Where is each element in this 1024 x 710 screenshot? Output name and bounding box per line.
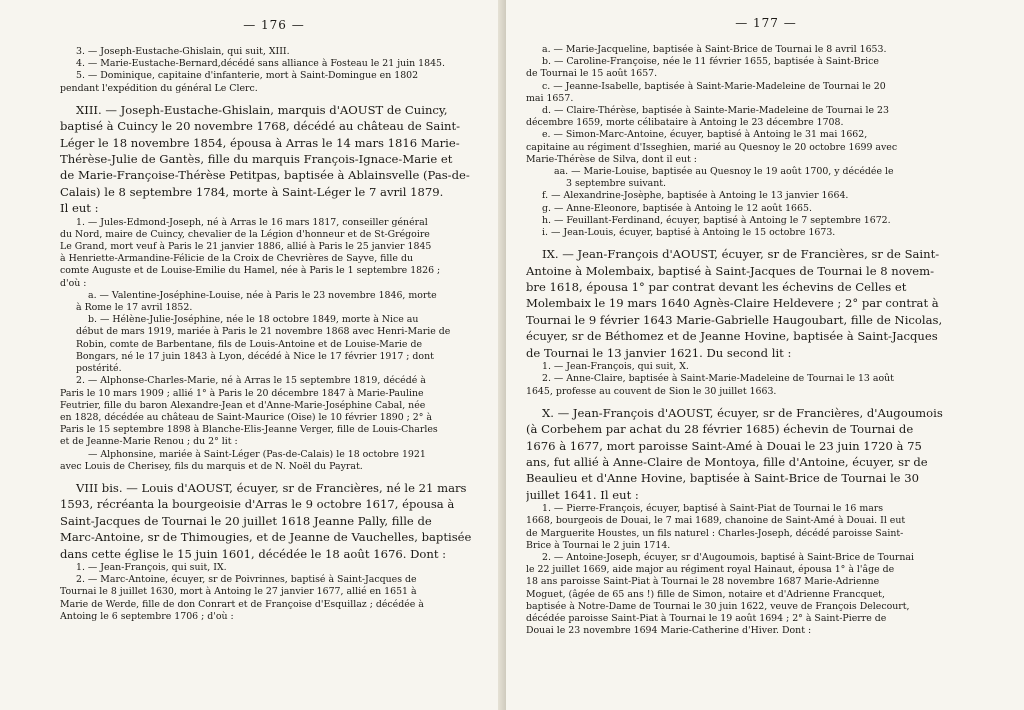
text-line: X. — Jean-François d'AOUST, écuyer, sr de Francières, d'Augoumois xyxy=(542,405,943,420)
text-line: a. — Valentine-Joséphine-Louise, née à Paris le 23 novembre 1846, morte xyxy=(88,289,437,301)
text-line: début de mars 1919, mariée à Paris le 21 novembre 1868 avec Henri-Marie de xyxy=(76,326,451,338)
text-line: Paris le 15 septembre 1898 à Blanche-Elis-Jeanne Verger, fille de Louis-Charles xyxy=(60,424,438,436)
text-line: Tournai le 9 février 1643 Marie-Gabrielle Haugoubart, fille de Nicolas, xyxy=(526,312,943,327)
text-line: 1. — Pierre-François, écuyer, baptisé à Saint-Piat de Tournai le 16 mars xyxy=(542,503,884,515)
text-line: 1676 à 1677, mort paroisse Saint-Amé à Douai le 23 juin 1720 à 75 xyxy=(526,438,922,453)
text-line: Marie-Thérèse de Silva, dont il eut : xyxy=(526,153,697,165)
text-line: XIII. — Joseph-Eustache-Ghislain, marquis d'AOUST de Cuincy, xyxy=(76,102,448,117)
text-line: Léger le 18 novembre 1854, épousa à Arras le 14 mars 1816 Marie- xyxy=(60,135,460,150)
text-line: d'où : xyxy=(60,277,87,289)
text-line: VIII bis. — Louis d'AOUST, écuyer, sr de Francières, né le 21 mars xyxy=(76,480,467,495)
text-line: décédée paroisse Saint-Piat à Tournai le 19 août 1694 ; 2° à Saint-Pierre de xyxy=(526,612,887,624)
text-line: (à Corbehem par achat du 28 février 1685) échevin de Tournai de xyxy=(526,422,914,437)
text-line: de Tournai le 13 janvier 1621. Du second lit : xyxy=(526,345,792,360)
text-line: 3. — Joseph-Eustache-Ghislain, qui suit, XIII. xyxy=(76,46,290,57)
text-line: de Marguerite Houstes, un fils naturel : Charles-Joseph, décédé paroisse Saint- xyxy=(526,527,904,539)
page-text xyxy=(526,44,1006,637)
text-line: du Nord, maire de Cuincy, chevalier de la Légion d'honneur et de St-Grégoire xyxy=(60,228,430,240)
text-line: et de Jeanne-Marie Renou ; du 2° lit : xyxy=(60,436,238,448)
text-line: en 1828, décédée au château de Saint-Maurice (Oise) le 10 février 1890 ; 2° à xyxy=(60,411,432,423)
text-line: 2. — Marc-Antoine, écuyer, sr de Poivrinnes, baptisé à Saint-Jacques de xyxy=(76,574,417,586)
text-line: 2. — Antoine-Joseph, écuyer, sr d'Augoumois, baptisé à Saint-Brice de Tournai xyxy=(542,551,914,563)
text-line: — Alphonsine, mariée à Saint-Léger (Pas-de-Calais) le 18 octobre 1921 xyxy=(88,448,426,460)
left-page xyxy=(0,0,506,710)
page-number: — 177 — xyxy=(735,16,797,30)
text-line: mai 1657. xyxy=(526,92,574,104)
text-line: à Henriette-Armandine-Félicie de la Croix de Chevrières de Sayve, fille du xyxy=(60,253,413,265)
text-line: Bongars, né le 17 juin 1843 à Lyon, décédé à Nice le 17 février 1917 ; dont xyxy=(76,350,434,362)
paragraph-gap xyxy=(60,95,488,102)
text-line: Il eut : xyxy=(60,201,99,216)
text-line: ans, fut allié à Anne-Claire de Montoya, fille d'Antoine, écuyer, sr de xyxy=(526,454,928,469)
text-line: Tournai le 8 juillet 1630, mort à Antoing le 27 janvier 1677, allié en 1651 à xyxy=(60,586,417,598)
text-line: b. — Hélène-Julie-Joséphine, née le 18 octobre 1849, morte à Nice au xyxy=(88,314,419,326)
text-line: avec Louis de Cherisey, fils du marquis et de N. Noël du Payrat. xyxy=(60,460,363,472)
text-line: Calais) le 8 septembre 1784, morte à Saint-Léger le 7 avril 1879. xyxy=(60,184,444,199)
text-line: Paris le 10 mars 1909 ; allié 1° à Paris le 20 décembre 1847 à Marie-Pauline xyxy=(60,387,424,399)
text-line: 2. — Alphonse-Charles-Marie, né à Arras le 15 septembre 1819, décédé à xyxy=(76,375,426,387)
text-line: 18 ans paroisse Saint-Piat à Tournai le 28 novembre 1687 Marie-Adrienne xyxy=(526,576,880,588)
text-line: 4. — Marie-Eustache-Bernard,décédé sans alliance à Fosteau le 21 juin 1845. xyxy=(76,58,445,70)
paragraph-gap xyxy=(526,398,1006,405)
text-line: postérité. xyxy=(76,363,122,375)
text-line: b. — Caroline-Françoise, née le 11 février 1655, baptisée à Saint-Brice xyxy=(542,56,879,68)
text-line: Douai le 23 novembre 1694 Marie-Catherine d'Hiver. Dont : xyxy=(526,625,812,637)
text-line: capitaine au régiment d'Isseghien, marié au Quesnoy le 20 octobre 1699 avec xyxy=(526,141,898,153)
text-line: d. — Claire-Thérèse, baptisée à Sainte-Marie-Madeleine de Tournai le 23 xyxy=(542,105,889,117)
text-line: Molembaix le 19 mars 1640 Agnès-Claire Heldevere ; 2° par contrat à xyxy=(526,296,939,311)
text-line: Saint-Jacques de Tournai le 20 juillet 1618 Jeanne Pally, fille de xyxy=(60,513,432,528)
paragraph-gap xyxy=(526,239,1006,246)
text-line: Beaulieu et d'Anne Hovine, baptisée à Saint-Brice de Tournai le 30 xyxy=(526,471,919,486)
text-line: i. — Jean-Louis, écuyer, baptisé à Antoing le 15 octobre 1673. xyxy=(542,227,836,239)
text-line: Robin, comte de Barbentane, fils de Louis-Antoine et de Louise-Marie de xyxy=(76,338,423,350)
text-line: 1668, bourgeois de Douai, le 7 mai 1689, chanoine de Saint-Amé à Douai. Il eut xyxy=(526,515,906,527)
text-line: Thérèse-Julie de Gantès, fille du marquis François-Ignace-Marie et xyxy=(60,152,453,167)
text-line: comte Auguste et de Louise-Emilie du Hamel, née à Paris le 1 septembre 1826 ; xyxy=(60,265,441,277)
text-line: de Tournai le 15 août 1657. xyxy=(526,68,658,80)
text-line: dans cette église le 15 juin 1601, décédée le 18 août 1676. Dont : xyxy=(60,546,447,561)
text-line: 1. — Jean-François, qui suit, IX. xyxy=(76,561,227,573)
text-line: a. — Marie-Jacqueline, baptisée à Saint-Brice de Tournai le 8 avril 1653. xyxy=(542,44,887,55)
text-line: Marc-Antoine, sr de Thimougies, et de Jeanne de Vauchelles, baptisée xyxy=(60,530,472,545)
text-line: de Marie-Françoise-Thérèse Petitpas, baptisée à Ablainsvelle (Pas-de- xyxy=(60,168,470,183)
text-line: Antoing le 6 septembre 1706 ; d'où : xyxy=(60,610,234,622)
text-line: le 22 juillet 1669, aide major au régiment royal Hainaut, épousa 1° à l'âge de xyxy=(526,564,895,576)
text-line: h. — Feuillant-Ferdinand, écuyer, baptisé à Antoing le 7 septembre 1672. xyxy=(542,214,891,226)
text-line: Moguet, (âgée de 65 ans !) fille de Simon, notaire et d'Adrienne Francquet, xyxy=(526,588,885,600)
right-page xyxy=(506,0,1024,710)
text-line: 2. — Anne-Claire, baptisée à Saint-Marie-Madeleine de Tournai le 13 août xyxy=(542,373,894,385)
page-number: — 176 — xyxy=(243,18,305,32)
paragraph-gap xyxy=(60,473,488,480)
text-line: baptisé à Cuincy le 20 novembre 1768, décédé au château de Saint- xyxy=(60,119,461,134)
text-line: décembre 1659, morte célibataire à Antoing le 23 décembre 1708. xyxy=(526,117,844,129)
text-line: Brice à Tournai le 2 juin 1714. xyxy=(526,539,671,551)
text-line: à Rome le 17 avril 1852. xyxy=(76,302,193,314)
text-line: c. — Jeanne-Isabelle, baptisée à Saint-Marie-Madeleine de Tournai le 20 xyxy=(542,80,886,92)
text-line: e. — Simon-Marc-Antoine, écuyer, baptisé à Antoing le 31 mai 1662, xyxy=(542,129,868,141)
text-line: 3 septembre suivant. xyxy=(566,178,667,190)
page-text xyxy=(60,46,488,623)
text-line: 5. — Dominique, capitaine d'infanterie, mort à Saint-Domingue en 1802 xyxy=(76,70,419,82)
text-line: Antoine à Molembaix, baptisé à Saint-Jacques de Tournai le 8 novem- xyxy=(526,263,935,278)
text-line: Le Grand, mort veuf à Paris le 21 janvier 1886, allié à Paris le 25 janvier 1845 xyxy=(60,241,432,253)
text-line: écuyer, sr de Béthomez et de Jeanne Hovine, baptisée à Saint-Jacques xyxy=(526,329,938,344)
text-line: 1645, professe au couvent de Sion le 30 juillet 1663. xyxy=(526,385,777,397)
text-line: aa. — Marie-Louise, baptisée au Quesnoy le 19 août 1700, y décédée le xyxy=(554,166,894,178)
text-line: IX. — Jean-François d'AOUST, écuyer, sr de Francières, sr de Saint- xyxy=(542,247,940,262)
text-line: Feutrier, fille du baron Alexandre-Jean et d'Anne-Marie-Joséphine Cabal, née xyxy=(60,399,426,411)
text-line: Marie de Werde, fille de don Conrart et de Françoise d'Esquillaz ; décédée à xyxy=(60,598,424,610)
text-line: 1593, récréanta la bourgeoisie d'Arras le 9 octobre 1617, épousa à xyxy=(60,497,455,512)
text-line: juillet 1641. Il eut : xyxy=(526,487,639,502)
text-line: 1. — Jean-François, qui suit, X. xyxy=(542,361,689,373)
text-line: baptisée à Notre-Dame de Tournai le 30 juin 1622, veuve de François Delecourt, xyxy=(526,600,910,612)
text-line: pendant l'expédition du général Le Clerc. xyxy=(60,82,258,94)
text-line: g. — Anne-Eleonore, baptisée à Antoing le 12 août 1665. xyxy=(542,202,812,214)
text-line: bre 1618, épousa 1° par contrat devant les échevins de Celles et xyxy=(526,280,907,295)
text-line: 1. — Jules-Edmond-Joseph, né à Arras le 16 mars 1817, conseiller général xyxy=(76,216,428,228)
text-line: f. — Alexandrine-Josèphe, baptisée à Antoing le 13 janvier 1664. xyxy=(542,190,849,202)
